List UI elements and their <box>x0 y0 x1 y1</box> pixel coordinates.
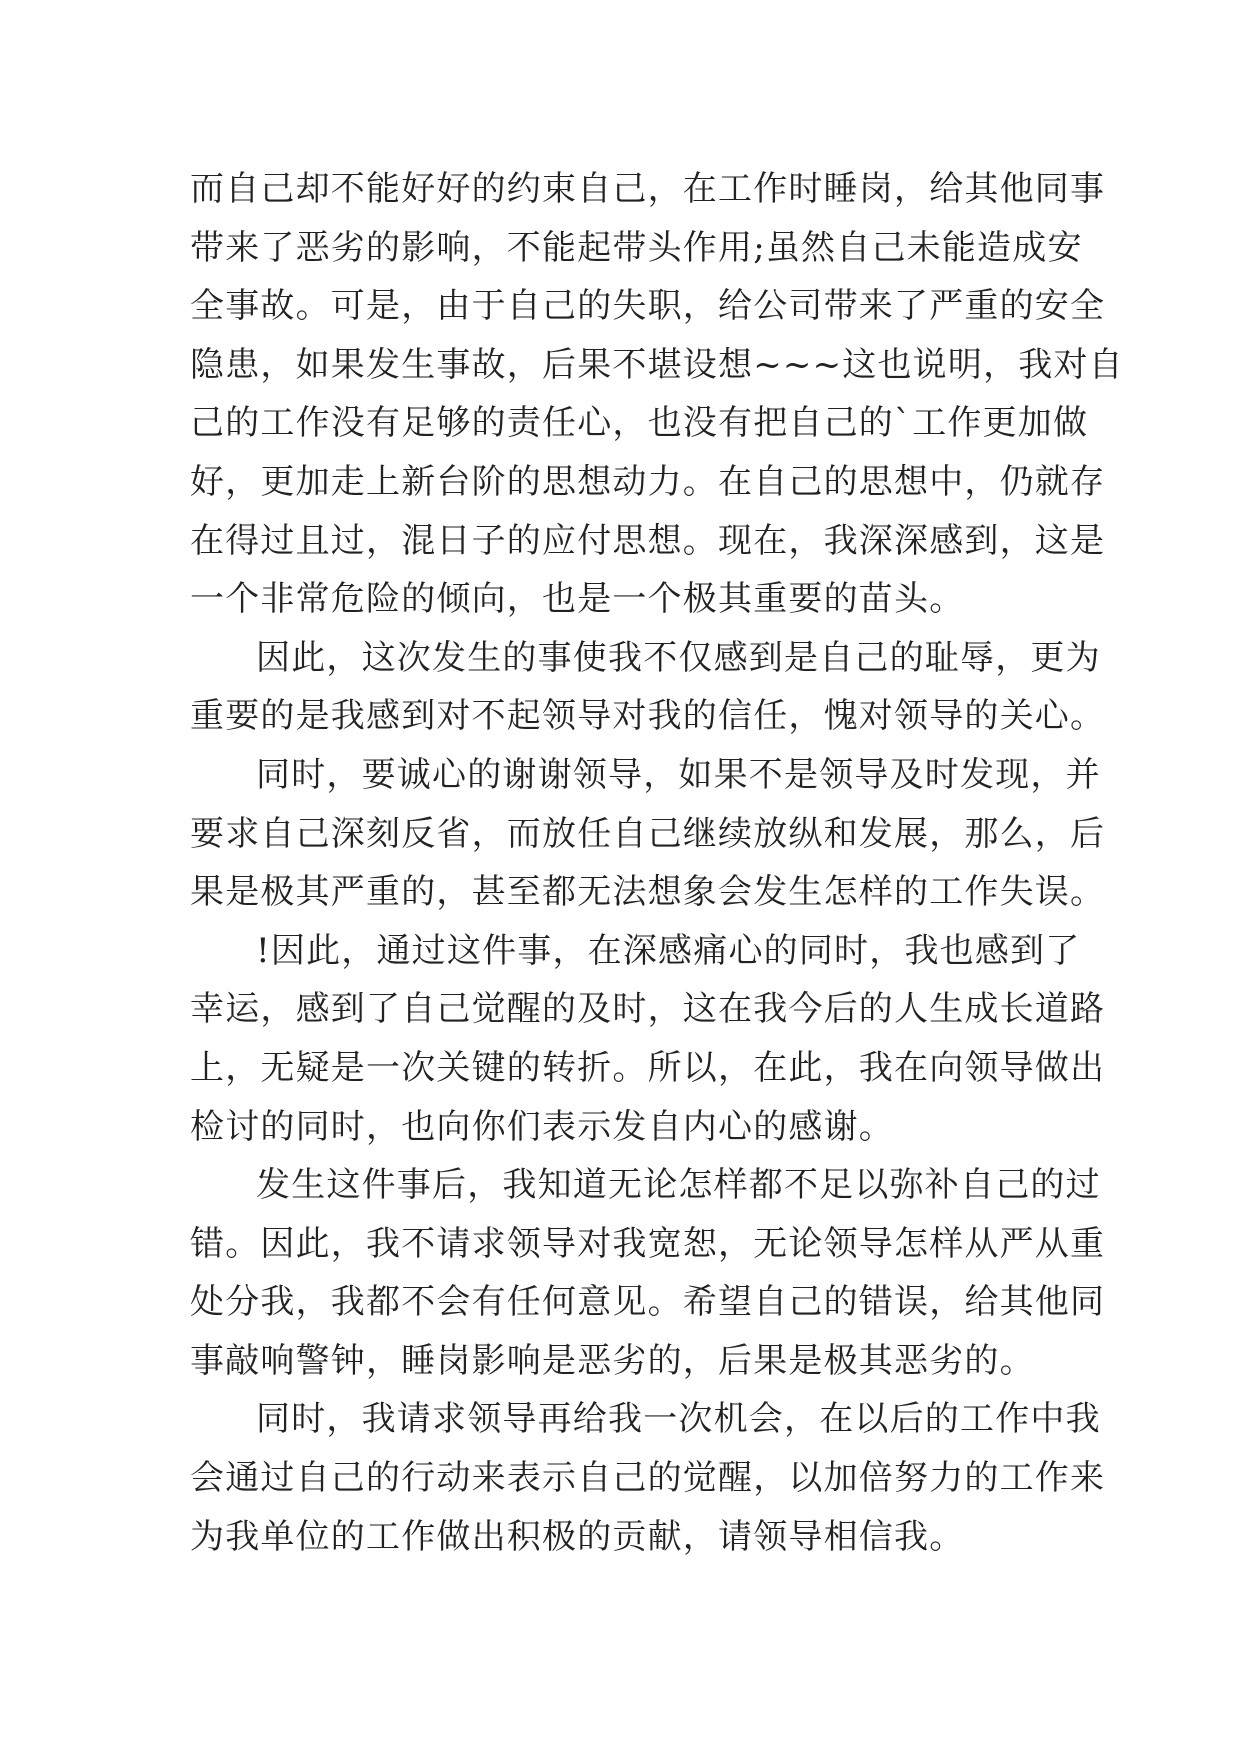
paragraph-first-line: !因此，通过这件事，在深感痛心的同时，我也感到了 <box>256 930 1081 971</box>
paragraph-first-line: 同时，要诚心的谢谢领导，如果不是领导及时发现，并 <box>256 754 1101 795</box>
text-line: 会通过自己的行动来表示自己的觉醒，以加倍努力的工作来 <box>190 1458 1106 1499</box>
text-line: 带来了恶劣的影响，不能起带头作用;虽然自己未能造成安 <box>190 227 1083 268</box>
text-line: 为我单位的工作做出积极的贡献，请领导相信我。 <box>190 1516 965 1557</box>
paragraph-first-line: 因此，这次发生的事使我不仅感到是自己的耻辱，更为 <box>256 637 1101 678</box>
text-line: 一个非常危险的倾向，也是一个极其重要的苗头。 <box>190 579 965 620</box>
text-line: 好，更加走上新台阶的思想动力。在自己的思想中，仍就存 <box>190 461 1106 502</box>
text-line: 检讨的同时，也向你们表示发自内心的感谢。 <box>190 1106 894 1147</box>
paragraph-first-line: 同时，我请求领导再给我一次机会，在以后的工作中我 <box>256 1399 1101 1440</box>
text-line: 己的工作没有足够的责任心，也没有把自己的`工作更加做 <box>190 403 1089 444</box>
text-line: 幸运，感到了自己觉醒的及时，这在我今后的人生成长道路 <box>190 989 1106 1030</box>
paragraph-first-line: 发生这件事后，我知道无论怎样都不足以弥补自己的过 <box>256 1165 1101 1206</box>
document-body <box>190 160 1124 1566</box>
text-line: 事敲响警钟，睡岗影响是恶劣的，后果是极其恶劣的。 <box>190 1340 1035 1381</box>
text-line: 错。因此，我不请求领导对我宽恕，无论领导怎样从严从重 <box>190 1223 1106 1264</box>
text-line: 上，无疑是一次关键的转折。所以，在此，我在向领导做出 <box>190 1047 1106 1088</box>
text-line: 而自己却不能好好的约束自己，在工作时睡岗，给其他同事 <box>190 169 1106 209</box>
text-line: 果是极其严重的，甚至都无法想象会发生怎样的工作失误。 <box>190 872 1106 913</box>
text-line: 隐患，如果发生事故，后果不堪设想~~~这也说明，我对自 <box>190 344 1124 385</box>
text-line: 重要的是我感到对不起领导对我的信任，愧对领导的关心。 <box>190 696 1106 737</box>
text-line: 处分我，我都不会有任何意见。希望自己的错误，给其他同 <box>190 1282 1106 1323</box>
text-line: 全事故。可是，由于自己的失职，给公司带来了严重的安全 <box>190 286 1106 327</box>
text-line: 在得过且过，混日子的应付思想。现在，我深深感到，这是 <box>190 520 1106 561</box>
text-line: 要求自己深刻反省，而放任自己继续放纵和发展，那么，后 <box>190 813 1106 854</box>
